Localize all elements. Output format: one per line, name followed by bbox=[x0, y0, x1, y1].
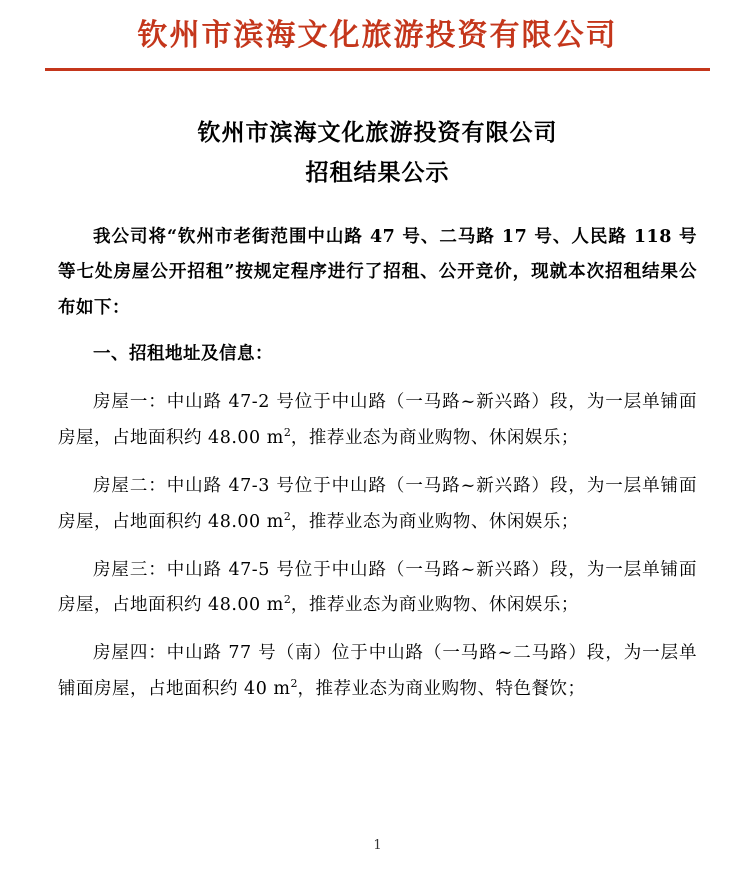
document-title-line-2: 招租结果公示 bbox=[305, 159, 450, 187]
house-item-3-text-before: 房屋三：中山路 47-5 号位于中山路（一马路~新兴路）段，为一层单铺面房屋，占地面积约 48.00 bbox=[58, 559, 697, 616]
house-item-2-text-before: 房屋二：中山路 47-3 号位于中山路（一马路~新兴路）段，为一层单铺面房屋，占地面积约 48.00 bbox=[58, 475, 697, 532]
document-title-line-1: 钦州市滨海文化旅游投资有限公司 bbox=[197, 119, 558, 146]
page-number: 1 bbox=[373, 838, 382, 853]
house-item-4-area-unit: $m^2$ bbox=[273, 677, 298, 700]
letterhead-divider bbox=[45, 68, 710, 71]
house-item-2-area-unit: $m^2$ bbox=[266, 509, 291, 532]
letterhead bbox=[0, 0, 755, 71]
house-item-4 bbox=[58, 636, 697, 708]
house-item-3-text-after: ，推荐业态为商业购物、休闲娱乐； bbox=[290, 595, 579, 616]
house-item-1-area-unit: $m^2$ bbox=[266, 426, 291, 448]
section-heading-1: 一、招租地址及信息： bbox=[93, 344, 273, 365]
letterhead-company-name: 钦州市滨海文化旅游投资有限公司 bbox=[137, 18, 618, 53]
house-item-1 bbox=[58, 385, 697, 457]
house-item-4-text-after: ，推荐业态为商业购物、特色餐饮； bbox=[297, 679, 586, 700]
house-item-3 bbox=[58, 553, 697, 625]
document-title bbox=[0, 113, 755, 194]
house-item-1-text-after: ，推荐业态为商业购物、休闲娱乐； bbox=[290, 427, 579, 448]
house-item-1-text-before: 房屋一：中山路 47-2 号位于中山路（一马路~新兴路）段，为一层单铺面房屋，占地面积约 48.00 bbox=[58, 392, 697, 448]
house-item-3-area-unit: $m^2$ bbox=[266, 593, 291, 616]
intro-paragraph: 我公司将“钦州市老街范围中山路 47 号、二马路 17 号、人民路 118 号等七处房屋公开招租”按规定程序进行了招租、公开竞价，现就本次招租结果公布如下： bbox=[58, 226, 697, 319]
house-item-2-text-after: ，推荐业态为商业购物、休闲娱乐； bbox=[290, 511, 579, 532]
house-item-4-text-before: 房屋四：中山路 77 号（南）位于中山路（一马路~二马路）段，为一层单铺面房屋，占地面积约 40 bbox=[58, 643, 697, 700]
house-item-2 bbox=[58, 469, 697, 541]
document-body bbox=[58, 220, 697, 709]
